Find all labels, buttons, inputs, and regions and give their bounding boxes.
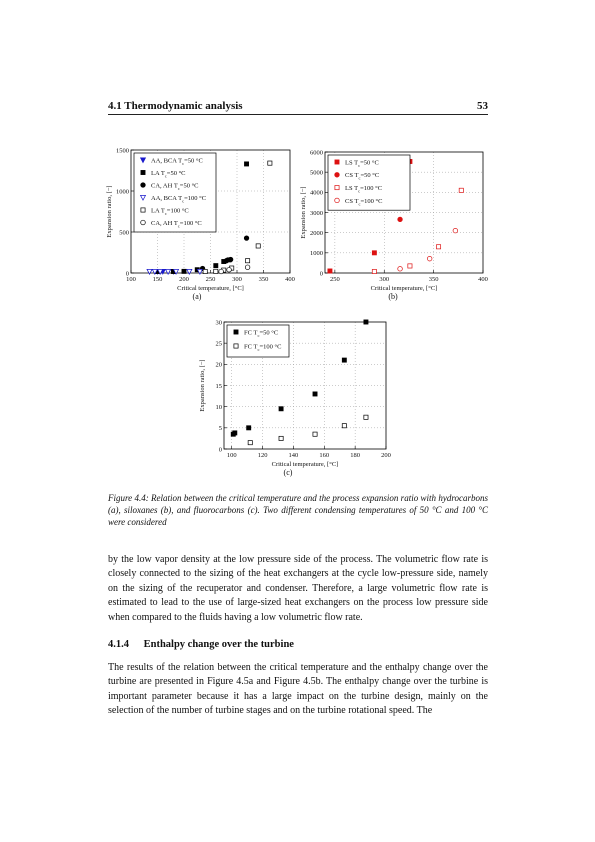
data-point bbox=[328, 269, 332, 273]
y-tick-label: 0 bbox=[218, 446, 222, 454]
y-tick-label: 15 bbox=[215, 382, 222, 390]
x-tick-label: 250 bbox=[330, 276, 340, 283]
figure-caption: Figure 4.4: Relation between the critical temperature and the process expansion ratio with hydrocarbons (a), siloxanes (b), and fluorocarbons (c). Two different condensing temperatures of 50 °C and 100 °C were considered bbox=[108, 493, 488, 527]
data-point bbox=[453, 228, 458, 233]
legend-marker bbox=[141, 183, 146, 188]
legend-marker bbox=[335, 173, 340, 178]
y-tick-label: 4000 bbox=[310, 189, 323, 197]
y-tick-label: 1000 bbox=[310, 250, 323, 258]
y-tick-label: 0 bbox=[125, 270, 129, 278]
data-point bbox=[233, 431, 237, 435]
legend-marker bbox=[335, 160, 339, 164]
legend-label: FC $T_c=50$ °C bbox=[244, 329, 279, 338]
data-point bbox=[313, 392, 317, 396]
data-point bbox=[279, 407, 283, 411]
x-tick-label: 100 bbox=[126, 276, 136, 283]
data-point bbox=[256, 244, 260, 248]
y-tick-label: 3000 bbox=[310, 209, 323, 217]
data-point bbox=[398, 266, 403, 271]
data-point bbox=[372, 269, 376, 273]
x-tick-label: 250 bbox=[205, 276, 216, 283]
x-tick-label: 300 bbox=[379, 276, 390, 283]
section-title: Enthalpy change over the turbine bbox=[143, 639, 294, 650]
x-tick-label: 200 bbox=[179, 276, 189, 283]
legend-marker bbox=[335, 186, 339, 190]
data-point bbox=[227, 267, 232, 272]
data-point bbox=[228, 257, 233, 262]
y-tick-label: 25 bbox=[215, 340, 222, 348]
x-tick-label: 120 bbox=[257, 452, 268, 459]
y-axis-label: Expansion ratio, [−] bbox=[106, 185, 113, 238]
y-tick-label: 10 bbox=[215, 403, 222, 411]
data-point bbox=[203, 269, 207, 273]
legend-marker bbox=[141, 220, 146, 225]
y-tick-label: 5000 bbox=[310, 169, 323, 177]
chart-panel-3 bbox=[199, 319, 391, 477]
x-axis-label: Critical temperature, [°C] bbox=[271, 461, 339, 468]
legend-label: CS $T_c=100$ °C bbox=[345, 197, 383, 207]
section-heading bbox=[108, 639, 294, 650]
data-point bbox=[224, 258, 229, 263]
x-tick-label: 100 bbox=[226, 452, 237, 459]
y-tick-label: 30 bbox=[215, 319, 222, 327]
x-tick-label: 400 bbox=[285, 276, 295, 283]
legend-label: CS $T_c=50$ °C bbox=[345, 172, 380, 181]
x-tick-label: 160 bbox=[319, 452, 330, 459]
body-paragraph-2: The results of the relation between the critical temperature and the enthalpy change over the turbine are presented in Figure 4.5a and Figure 4.5b. The enthalpy change over the turbine is important parameter because it has a large impact on the turbine design, mainly on the selection of the number of turbine stages and on the turbine rotational speed. The bbox=[108, 662, 488, 717]
data-point bbox=[342, 358, 346, 362]
data-point bbox=[245, 265, 250, 270]
data-point bbox=[427, 256, 432, 261]
y-tick-label: 20 bbox=[215, 361, 222, 369]
legend-label: CA, AH $T_c=50$ °C bbox=[151, 182, 199, 191]
legend-marker bbox=[234, 330, 238, 334]
legend-label: AA, BCA $T_c=100$ °C bbox=[151, 194, 207, 204]
x-tick-label: 180 bbox=[350, 452, 361, 459]
header-page-number: 53 bbox=[477, 100, 488, 112]
y-tick-label: 0 bbox=[319, 270, 323, 278]
legend-label: LS $T_c=100$ °C bbox=[345, 185, 383, 194]
header-section-title: 4.1 Thermodynamic analysis bbox=[108, 100, 243, 112]
data-point bbox=[313, 432, 317, 436]
panel-label: (a) bbox=[192, 292, 202, 301]
data-point bbox=[214, 269, 218, 273]
legend-label: FC $T_c=100$ °C bbox=[244, 343, 282, 352]
legend-label: CA, AH $T_c=100$ °C bbox=[151, 219, 202, 229]
data-point bbox=[436, 245, 440, 249]
legend-marker bbox=[141, 208, 145, 212]
y-axis-label: Expansion ratio, [−] bbox=[199, 359, 206, 412]
legend bbox=[328, 155, 410, 210]
legend-label: LA $T_c=50$ °C bbox=[151, 169, 186, 179]
legend bbox=[227, 325, 289, 357]
data-point bbox=[408, 264, 412, 268]
data-point bbox=[219, 269, 224, 274]
data-point bbox=[182, 269, 186, 273]
y-tick-label: 1500 bbox=[116, 147, 129, 155]
x-tick-label: 150 bbox=[152, 276, 163, 283]
y-tick-label: 500 bbox=[119, 229, 129, 237]
x-tick-label: 140 bbox=[288, 452, 299, 459]
data-point bbox=[246, 259, 250, 263]
y-axis-label: Expansion ratio, [−] bbox=[300, 186, 307, 239]
data-point bbox=[247, 426, 251, 430]
body-paragraph-1: by the low vapor density at the low pressure side of the process. The volumetric flow rate is closely connected to the sizing of the heat exchangers at the cycle low-pressure side, namely on the sizing of the recuperator and condenser. Therefore, a large volumetric flow rate is estimated to lead to the use of large-sized heat exchangers on the process low pressure side when compared to the fluids having a low volumetric flow rate. bbox=[108, 554, 488, 623]
data-point bbox=[214, 264, 218, 268]
y-tick-label: 5 bbox=[218, 425, 222, 433]
data-point bbox=[268, 161, 272, 165]
legend-label: AA, BCA $T_c=50$ °C bbox=[151, 157, 203, 166]
data-point bbox=[398, 217, 403, 222]
x-tick-label: 400 bbox=[478, 276, 488, 283]
data-point bbox=[342, 424, 346, 428]
data-point bbox=[364, 320, 368, 324]
y-tick-label: 1000 bbox=[116, 188, 129, 196]
y-tick-label: 2000 bbox=[310, 229, 323, 237]
data-point bbox=[248, 441, 252, 445]
y-tick-label: 6000 bbox=[310, 149, 323, 157]
x-tick-label: 300 bbox=[232, 276, 242, 283]
legend-marker bbox=[335, 198, 340, 203]
x-tick-label: 200 bbox=[381, 452, 391, 459]
data-point bbox=[244, 236, 249, 241]
panel-label: (b) bbox=[388, 292, 398, 301]
data-point bbox=[244, 162, 248, 166]
x-tick-label: 350 bbox=[428, 276, 439, 283]
x-tick-label: 350 bbox=[258, 276, 269, 283]
legend-marker bbox=[234, 344, 238, 348]
x-axis-label: Critical temperature, [°C] bbox=[177, 285, 244, 292]
data-point bbox=[459, 188, 463, 192]
section-number: 4.1.4 bbox=[108, 639, 129, 650]
panel-label: (c) bbox=[283, 468, 293, 477]
legend-label: LS $T_c=50$ °C bbox=[345, 159, 379, 168]
data-point bbox=[372, 251, 376, 255]
legend-marker bbox=[141, 170, 145, 174]
legend bbox=[134, 153, 216, 232]
x-axis-label: Critical temperature, [°C] bbox=[370, 285, 438, 292]
data-point bbox=[279, 436, 283, 440]
legend-label: LA $T_c=100$ °C bbox=[151, 207, 189, 216]
chart-panel-1 bbox=[106, 147, 295, 301]
chart-panel-2 bbox=[300, 149, 488, 301]
data-point bbox=[364, 415, 368, 419]
